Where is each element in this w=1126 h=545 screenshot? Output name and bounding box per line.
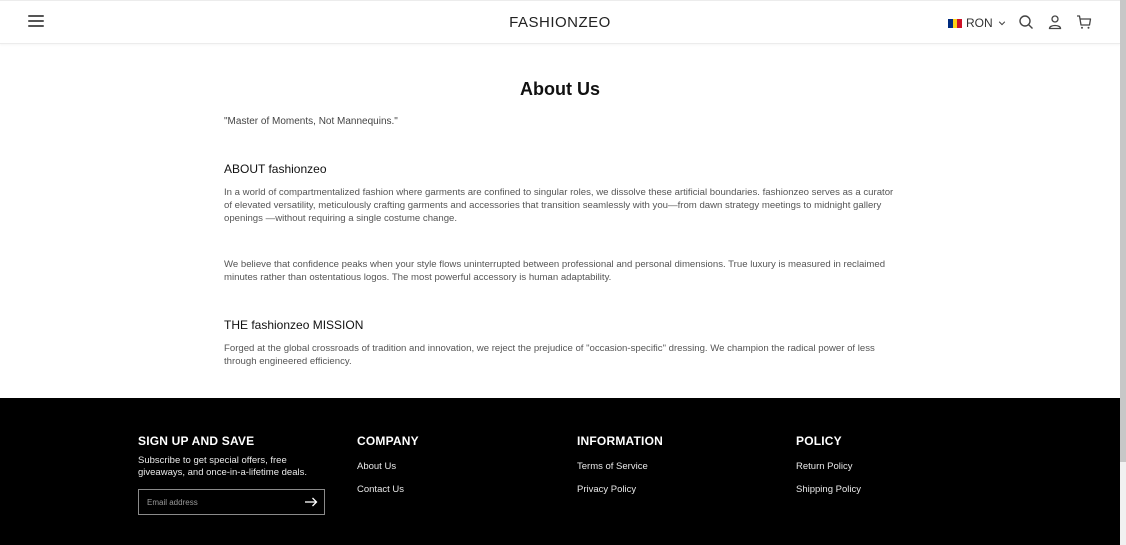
brand-logo[interactable]: FASHIONZEO — [509, 14, 611, 31]
signup-heading: SIGN UP AND SAVE — [138, 434, 255, 448]
email-form — [138, 489, 325, 515]
about-paragraph-2: We believe that confidence peaks when your style flows uninterrupted between professional and personal dimensions. True luxury is measured in reclaimed minutes rather than ostentatious logos. The most powerful accessory is human adaptability. — [224, 259, 886, 284]
footer-link-shipping-policy[interactable]: Shipping Policy — [796, 484, 861, 495]
currency-selector[interactable] — [948, 15, 1006, 31]
currency-code: RON — [966, 16, 993, 30]
about-paragraph-1: In a world of compartmentalized fashion where garments are confined to singular roles, we dissolve these artificial boundaries. fashionzeo serves as a curator of elevated versatility, meticulously crafting garments and accessories that transition seamlessly with you—from dawn strategy meetings to midnight gallery openings —without requiring a single costume change. — [224, 187, 894, 225]
footer-link-contact-us[interactable]: Contact Us — [357, 484, 404, 495]
account-icon[interactable] — [1047, 14, 1063, 30]
email-input[interactable] — [139, 490, 299, 514]
site-footer — [0, 398, 1120, 545]
chevron-down-icon — [998, 19, 1006, 27]
page-title: About Us — [520, 79, 600, 99]
footer-link-privacy-policy[interactable]: Privacy Policy — [577, 484, 637, 495]
search-icon[interactable] — [1018, 14, 1034, 30]
signup-text: Subscribe to get special offers, free giveaways, and once-in-a-lifetime deals. — [138, 455, 307, 478]
footer-link-return-policy[interactable]: Return Policy — [796, 461, 853, 472]
tagline: "Master of Moments, Not Mannequins." — [224, 116, 398, 127]
romania-flag-icon — [948, 19, 962, 28]
arrow-right-icon[interactable] — [304, 496, 318, 508]
footer-link-about-us[interactable]: About Us — [357, 461, 397, 472]
scrollbar-thumb[interactable] — [1120, 0, 1126, 462]
section-heading-mission: THE fashionzeo MISSION — [224, 318, 364, 332]
footer-link-terms-of-service[interactable]: Terms of Service — [577, 461, 648, 472]
section-heading-about: ABOUT fashionzeo — [224, 162, 327, 176]
policy-heading: POLICY — [796, 434, 842, 448]
site-header — [0, 0, 1120, 44]
company-heading: COMPANY — [357, 434, 419, 448]
mission-paragraph: Forged at the global crossroads of tradition and innovation, we reject the prejudice of "occasion-specific" dressing. We champion the radical power of less through engineered efficiency. — [224, 343, 875, 368]
cart-icon[interactable] — [1076, 14, 1092, 30]
page-scrollbar[interactable] — [1120, 0, 1126, 545]
information-heading: INFORMATION — [577, 434, 663, 448]
